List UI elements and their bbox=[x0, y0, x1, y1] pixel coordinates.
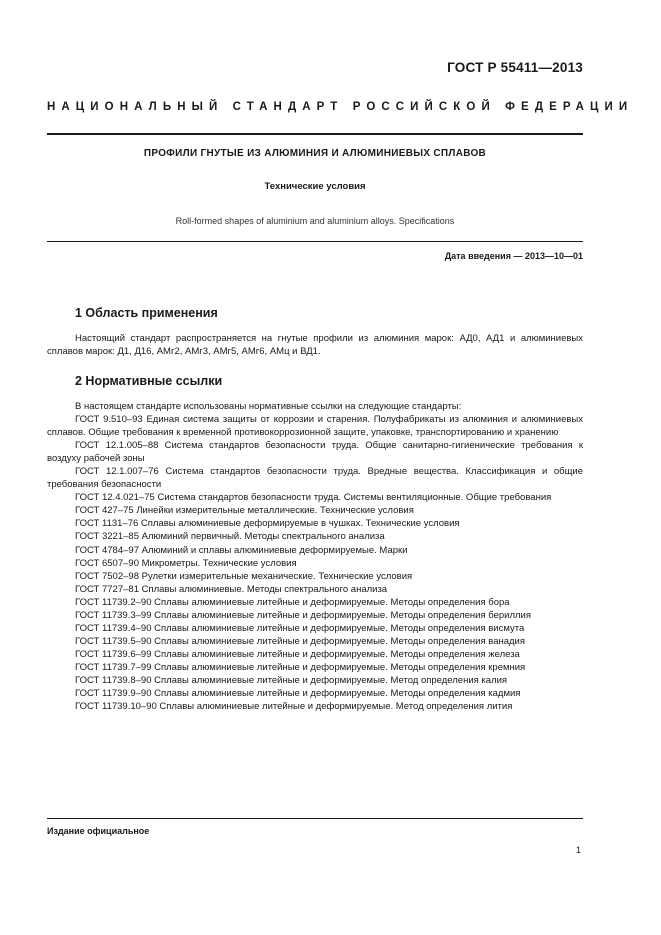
section-1-heading: 1 Область применения bbox=[75, 306, 218, 320]
reference-item: ГОСТ 1131–76 Сплавы алюминиевые деформируемые в чушках. Технические условия bbox=[75, 518, 460, 530]
reference-item: ГОСТ 11739.8–90 Сплавы алюминиевые литейные и деформируемые. Метод определения калия bbox=[75, 674, 508, 686]
document-title: ПРОФИЛИ ГНУТЫЕ ИЗ АЛЮМИНИЯ И АЛЮМИНИЕВЫХ СПЛАВОВ bbox=[143, 148, 487, 159]
page-number: 1 bbox=[575, 845, 581, 855]
gost-code: ГОСТ Р 55411—2013 bbox=[447, 60, 583, 75]
footer-divider bbox=[47, 818, 583, 819]
document-english-title: Roll-formed shapes of aluminium and aluminium alloys. Specifications bbox=[175, 216, 455, 226]
reference-item: ГОСТ 11739.9–90 Сплавы алюминиевые литейные и деформируемые. Методы определения кадмия bbox=[75, 688, 521, 700]
reference-item: ГОСТ 11739.6–99 Сплавы алюминиевые литейные и деформируемые. Методы определения железа bbox=[75, 648, 520, 660]
reference-item: ГОСТ 11739.3–99 Сплавы алюминиевые литейные и деформируемые. Методы определения бериллия bbox=[75, 609, 531, 621]
paragraph: В настоящем стандарте использованы нормативные ссылки на следующие стандарты: bbox=[75, 401, 462, 412]
reference-item: ГОСТ 6507–90 Микрометры. Технические условия bbox=[75, 557, 297, 569]
national-standard-banner: НАЦИОНАЛЬНЫЙ СТАНДАРТ РОССИЙСКОЙ ФЕДЕРАЦИИ bbox=[47, 101, 634, 113]
reference-item: ГОСТ 9.510–93 Единая система защиты от коррозии и старения. Полуфабрикаты из алюминия и алюминиевых сплавов. Общие требования к временной противокоррозионной защите, упаковке, транспортированию и хранению bbox=[47, 414, 583, 439]
reference-item: ГОСТ 7502–98 Рулетки измерительные механические. Технические условия bbox=[75, 570, 413, 582]
reference-item: ГОСТ 11739.4–90 Сплавы алюминиевые литейные и деформируемые. Методы определения висмута bbox=[75, 622, 525, 634]
reference-item: ГОСТ 427–75 Линейки измерительные металлические. Технические условия bbox=[75, 505, 414, 517]
reference-item: ГОСТ 11739.7–99 Сплавы алюминиевые литейные и деформируемые. Методы определения кремния bbox=[75, 661, 526, 673]
section-2-body bbox=[47, 400, 583, 713]
section-1-body bbox=[47, 332, 583, 358]
reference-item: ГОСТ 11739.10–90 Сплавы алюминиевые литейные и деформируемые. Метод определения лития bbox=[75, 701, 513, 713]
reference-item: ГОСТ 12.1.007–76 Система стандартов безопасности труда. Вредные вещества. Классификация и общие требования безопасности bbox=[47, 466, 583, 491]
document-subtitle: Технические условия bbox=[264, 181, 366, 192]
reference-item: ГОСТ 7727–81 Сплавы алюминиевые. Методы спектрального анализа bbox=[75, 583, 388, 595]
reference-item: ГОСТ 12.1.005–88 Система стандартов безопасности труда. Общие санитарно-гигиенические требования к воздуху рабочей зоны bbox=[47, 440, 583, 465]
official-edition-note: Издание официальное bbox=[47, 826, 150, 836]
reference-item: ГОСТ 11739.5–90 Сплавы алюминиевые литейные и деформируемые. Методы определения ванадия bbox=[75, 635, 526, 647]
header-divider bbox=[47, 133, 583, 135]
introduction-date: Дата введения — 2013—10—01 bbox=[444, 251, 583, 261]
reference-item: ГОСТ 12.4.021–75 Система стандартов безопасности труда. Системы вентиляционные. Общие требования bbox=[75, 492, 552, 504]
reference-item: ГОСТ 3221–85 Алюминий первичный. Методы спектрального анализа bbox=[75, 531, 385, 543]
paragraph: Настоящий стандарт распространяется на гнутые профили из алюминия марок: АД0, АД1 и алюминиевых сплавов марок: Д1, Д16, АМг2, АМг3, АМг5, АМг6, АМц и ВД1. bbox=[47, 333, 583, 358]
title-divider bbox=[47, 241, 583, 242]
reference-item: ГОСТ 11739.2–90 Сплавы алюминиевые литейные и деформируемые. Методы определения бора bbox=[75, 596, 510, 608]
section-2-heading: 2 Нормативные ссылки bbox=[75, 374, 223, 388]
reference-item: ГОСТ 4784–97 Алюминий и сплавы алюминиевые деформируемые. Марки bbox=[75, 544, 408, 556]
